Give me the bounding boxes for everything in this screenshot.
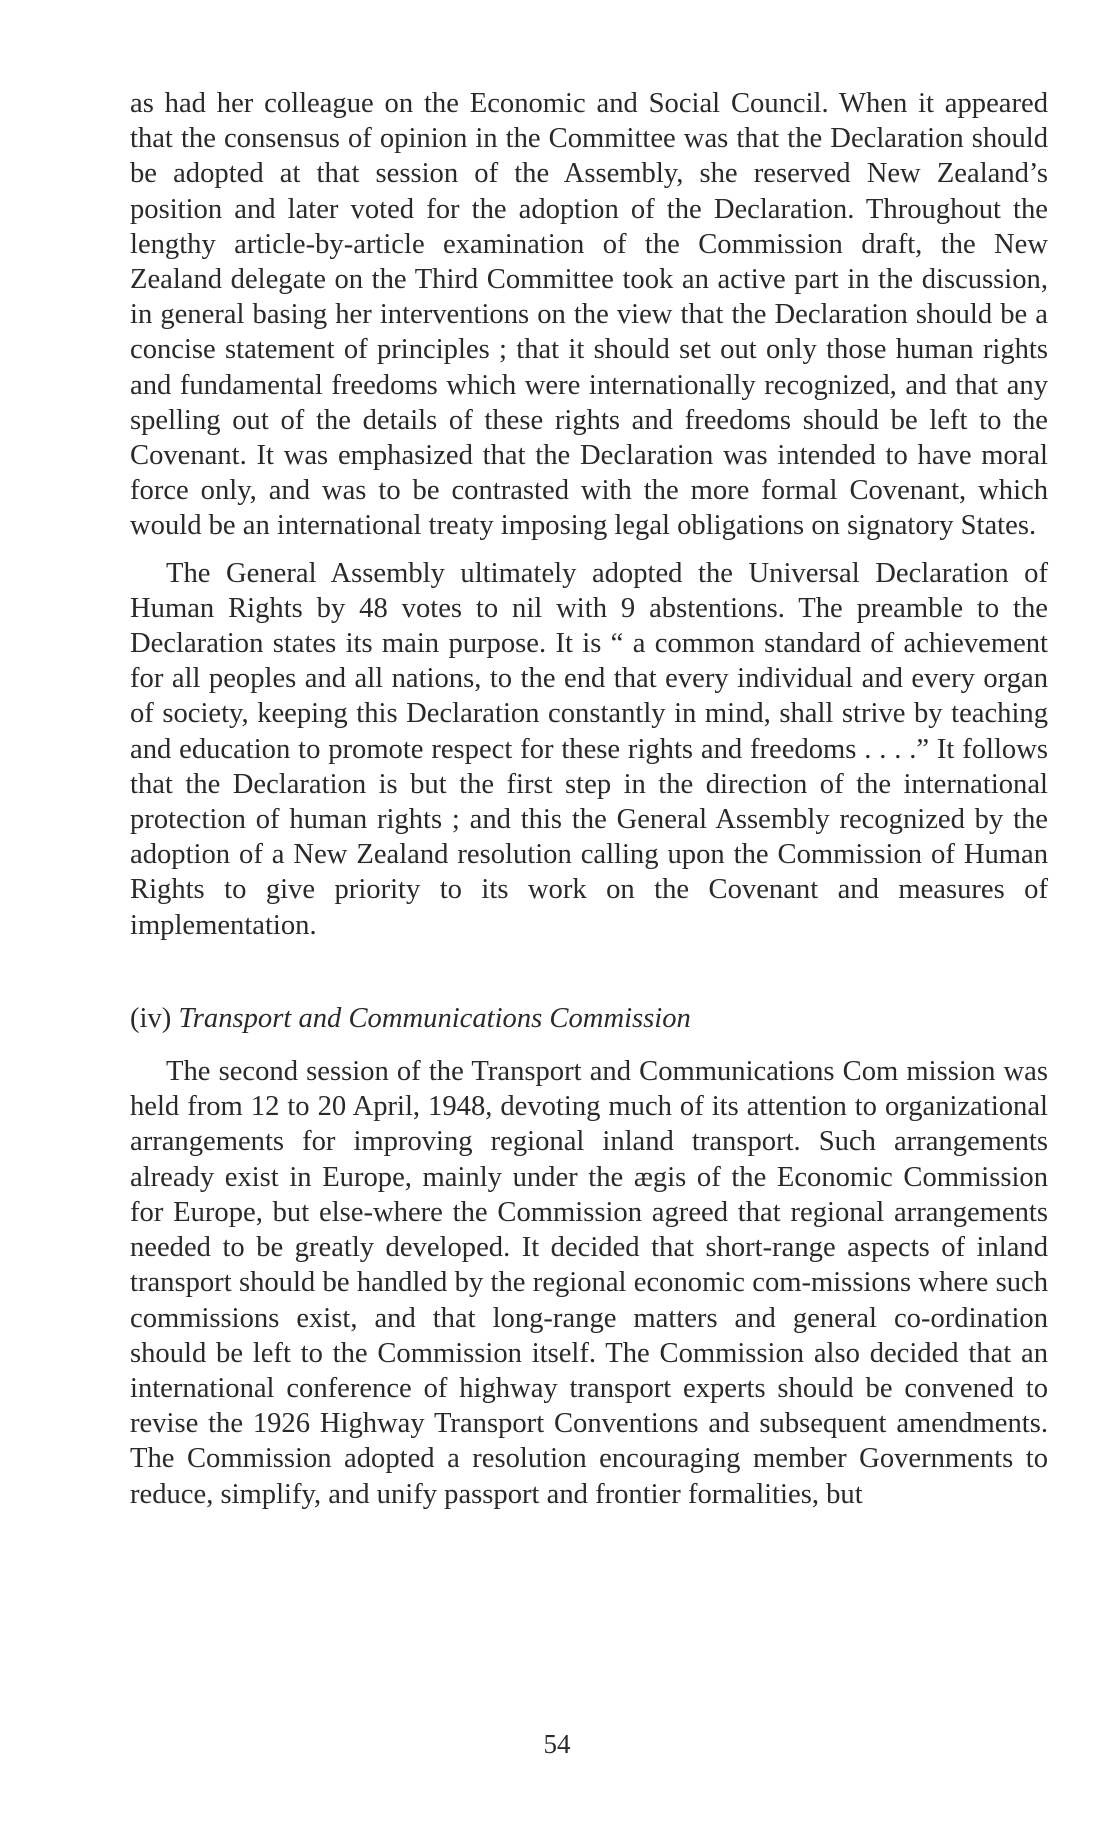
section-number: (iv) bbox=[130, 1002, 172, 1034]
paragraph-spacer bbox=[130, 544, 1048, 556]
body-text-column bbox=[130, 86, 1048, 1512]
section-title: Transport and Communications Commission bbox=[178, 1002, 691, 1034]
paragraph-declaration-debate: as had her colleague on the Economic and Social Council. When it appeared that the consensus of opinion in the Committee was that the Declaration should be adopted at that session of the Assembly, she reserved New Zealand’s position and later voted for the adoption of the Declaration. Throughout the lengthy article-by-article examination of the Commission draft, the New Zealand delegate on the Third Committee took an active part in the discussion, in general basing her interventions on the view that the Declaration should be a concise statement of principles ; that it should set out only those human rights and fundamental freedoms which were internationally recognized, and that any spelling out of the details of these rights and freedoms should be left to the Covenant. It was emphasized that the Declaration was intended to have moral force only, and was to be contrasted with the more formal Covenant, which would be an international treaty imposing legal obligations on signatory States. bbox=[130, 88, 1048, 542]
page-number: 54 bbox=[543, 1729, 571, 1759]
paragraph-universal-declaration-adoption: The General Assembly ultimately adopted the Universal Declaration of Human Rights by 48 votes to nil with 9 abstentions. The preamble to the Declaration states its main purpose. It is “ a common standard of achievement for all peoples and all nations, to the end that every individual and every organ of society, keeping this Declaration constantly in mind, shall strive by teaching and education to promote respect for these rights and freedoms . . . .” It follows that the Declaration is but the first step in the direction of the international protection of human rights ; and this the General Assembly recognized by the adoption of a New Zealand resolution calling upon the Commission of Human Rights to give priority to its work on the Covenant and measures of implementation. bbox=[130, 557, 1048, 941]
paragraph-transport-commission: The second session of the Transport and Communications Com mission was held from 12 to 20 April, 1948, devoting much of its attention to organizational arrangements for improving regional inland transport. Such arrangements already exist in Europe, mainly under the ægis of the Economic Commission for Europe, but else-where the Commission agreed that regional arrangements needed to be greatly developed. It decided that short-range aspects of inland transport should be handled by the regional economic com-missions where such commissions exist, and that long-range matters and general co-ordination should be left to the Commission itself. The Commission also decided that an international conference of highway transport experts should be convened to revise the 1926 Highway Transport Conventions and subsequent amendments. The Commission adopted a resolution encouraging member Governments to reduce, simplify, and unify passport and frontier formalities, but bbox=[130, 1056, 1048, 1510]
section-heading bbox=[130, 1001, 1048, 1036]
